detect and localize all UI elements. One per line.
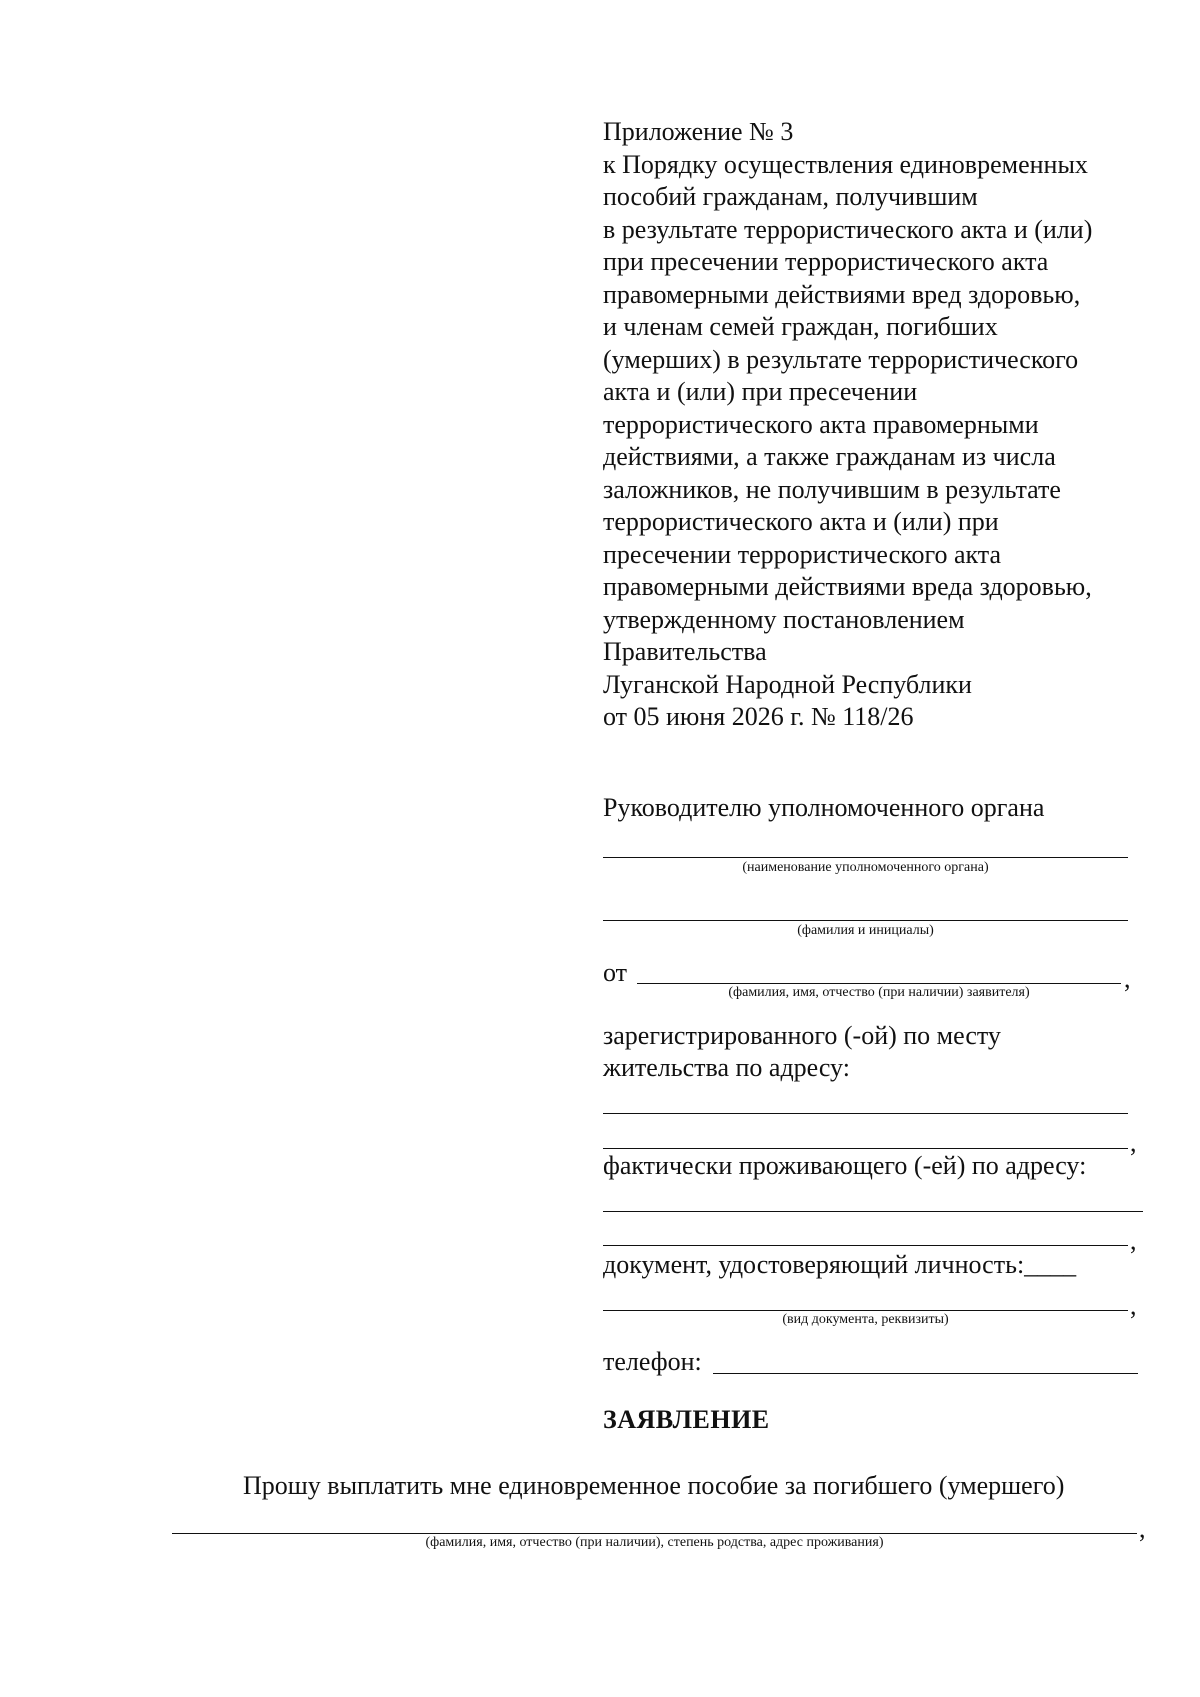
appendix-line: Правительства xyxy=(603,637,767,666)
appendix-header xyxy=(603,116,1163,734)
applicant-comma: , xyxy=(1124,964,1131,993)
appendix-line: правомерными действиями вреда здоровью, xyxy=(603,572,1092,601)
head-name-caption: (фамилия и инициалы) xyxy=(797,923,934,938)
registered-label-line1: зарегистрированного (-ой) по месту xyxy=(603,1021,1001,1050)
appendix-line: и членам семей граждан, погибших xyxy=(603,312,998,341)
phone-label: телефон: xyxy=(603,1347,702,1376)
actual-address-field-1[interactable] xyxy=(603,1211,1143,1212)
id-document-comma: , xyxy=(1130,1291,1137,1320)
deceased-comma: , xyxy=(1139,1514,1146,1543)
appendix-line: действиями, а также гражданам из числа xyxy=(603,442,1056,471)
deceased-details-caption: (фамилия, имя, отчество (при наличии), степень родства, адрес проживания) xyxy=(425,1535,884,1550)
appendix-line: террористического акта правомерными xyxy=(603,409,1039,439)
from-label: от xyxy=(603,958,628,987)
appendix-line: Приложение № 3 xyxy=(603,117,794,146)
statement-request-text: Прошу выплатить мне единовременное пособие за погибшего (умершего) xyxy=(243,1471,1065,1500)
actual-address-label: фактически проживающего (-ей) по адресу: xyxy=(603,1151,1087,1180)
appendix-line: Луганской Народной Республики xyxy=(603,669,972,699)
appendix-line: (умерших) в результате террористического xyxy=(603,344,1079,374)
appendix-line: пособий гражданам, получившим xyxy=(603,182,978,211)
registered-address-field-1[interactable] xyxy=(603,1113,1128,1114)
actual-comma: , xyxy=(1130,1226,1137,1255)
phone-field[interactable] xyxy=(713,1373,1138,1374)
appendix-line: террористического акта и (или) при xyxy=(603,507,999,536)
addressee-heading: Руководителю уполномоченного органа xyxy=(603,793,1045,822)
deceased-details-field[interactable] xyxy=(172,1533,1137,1534)
registered-address-field-2[interactable] xyxy=(603,1148,1128,1149)
statement-title: ЗАЯВЛЕНИЕ xyxy=(603,1405,770,1434)
appendix-line: в результате террористического акта и (или) xyxy=(603,214,1093,244)
appendix-line: заложников, не получившим в результате xyxy=(603,474,1061,504)
id-document-field[interactable] xyxy=(603,1310,1128,1311)
appendix-line: пресечении террористического акта xyxy=(603,539,1002,569)
id-document-caption: (вид документа, реквизиты) xyxy=(782,1312,949,1327)
appendix-line: акта и (или) при пресечении xyxy=(603,377,918,406)
registered-comma: , xyxy=(1130,1128,1137,1157)
appendix-line: утвержденному постановлением xyxy=(603,604,965,634)
applicant-name-field[interactable] xyxy=(637,983,1121,984)
appendix-line: при пресечении террористического акта xyxy=(603,247,1049,276)
organ-name-field[interactable] xyxy=(603,857,1128,858)
applicant-name-caption: (фамилия, имя, отчество (при наличии) заявителя) xyxy=(728,985,1030,1000)
appendix-line: к Порядку осуществления единовременных xyxy=(603,149,1088,179)
appendix-line: правомерными действиями вред здоровью, xyxy=(603,279,1081,309)
appendix-line: от 05 июня 2026 г. № 118/26 xyxy=(603,702,914,731)
id-document-label: документ, удостоверяющий личность:____ xyxy=(603,1250,1077,1279)
head-name-field[interactable] xyxy=(603,920,1128,921)
actual-address-field-2[interactable] xyxy=(603,1245,1128,1246)
registered-label-line2: жительства по адресу: xyxy=(603,1053,850,1082)
organ-name-caption: (наименование уполномоченного органа) xyxy=(742,860,989,875)
